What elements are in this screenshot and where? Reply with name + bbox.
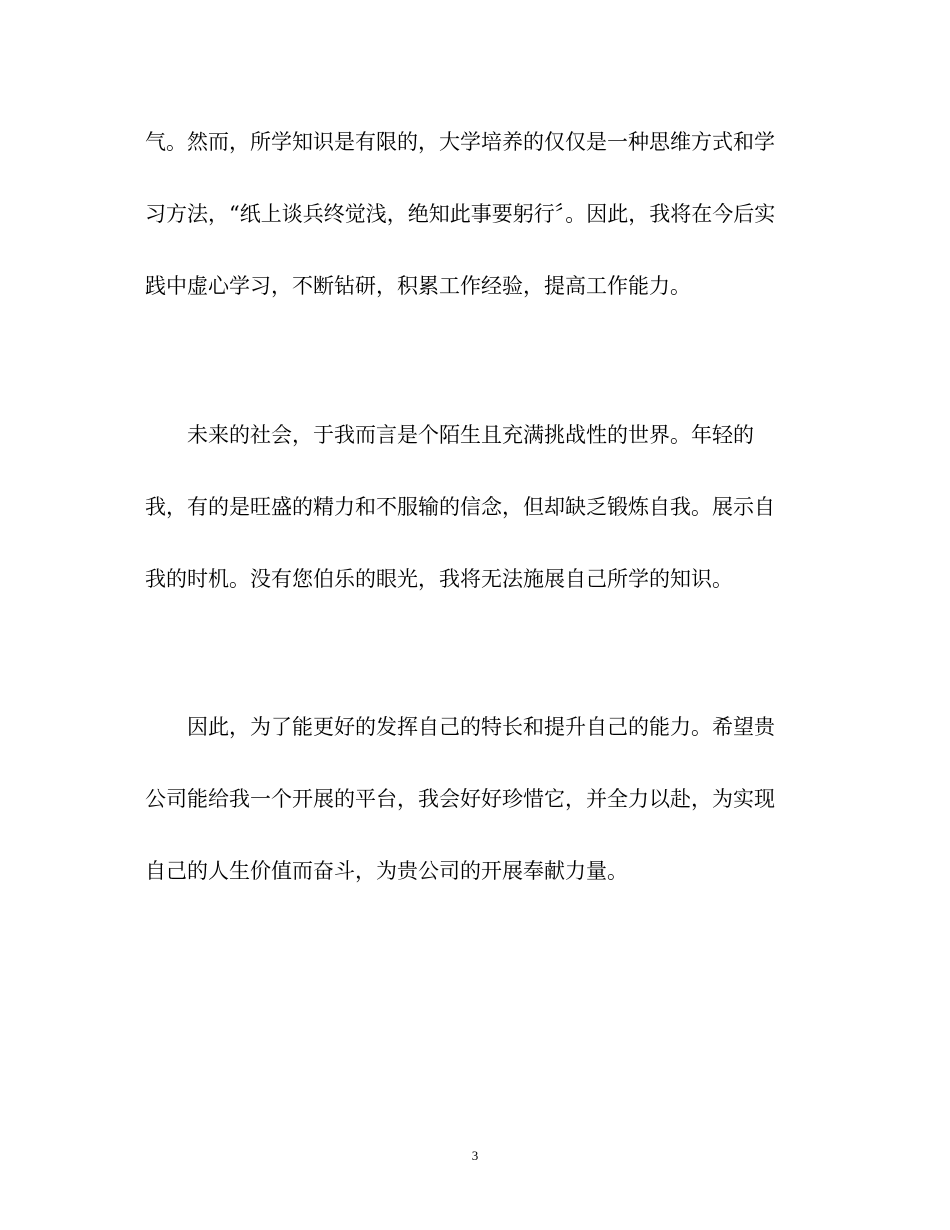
paragraph-line: 我的时机。没有您伯乐的眼光，我将无法施展自己所学的知识。 [145, 567, 733, 591]
paragraph-line: 自己的人生价值而奋斗，为贵公司的开展奉献力量。 [145, 859, 628, 883]
paragraph-line: 气。然而，所学知识是有限的，大学培养的仅仅是一种思维方式和学 [145, 130, 775, 154]
paragraph-line: 因此，为了能更好的发挥自己的特长和提升自己的能力。希望贵 [187, 715, 775, 739]
paragraph-line: 公司能给我一个开展的平台，我会好好珍惜它，并全力以赴，为实现 [145, 787, 775, 811]
page-number: 3 [471, 1148, 479, 1163]
paragraph-line: 我，有的是旺盛的精力和不服输的信念，但却缺乏锻炼自我。展示自 [145, 495, 775, 519]
paragraph-line: 习方法，“纸上谈兵终觉浅，绝知此事要躬行〞。因此，我将在今后实 [145, 202, 776, 226]
paragraph-line: 未来的社会，于我而言是个陌生且充满挑战性的世界。年轻的 [187, 423, 754, 447]
paragraph-line: 践中虚心学习，不断钻研，积累工作经验，提高工作能力。 [145, 274, 691, 298]
